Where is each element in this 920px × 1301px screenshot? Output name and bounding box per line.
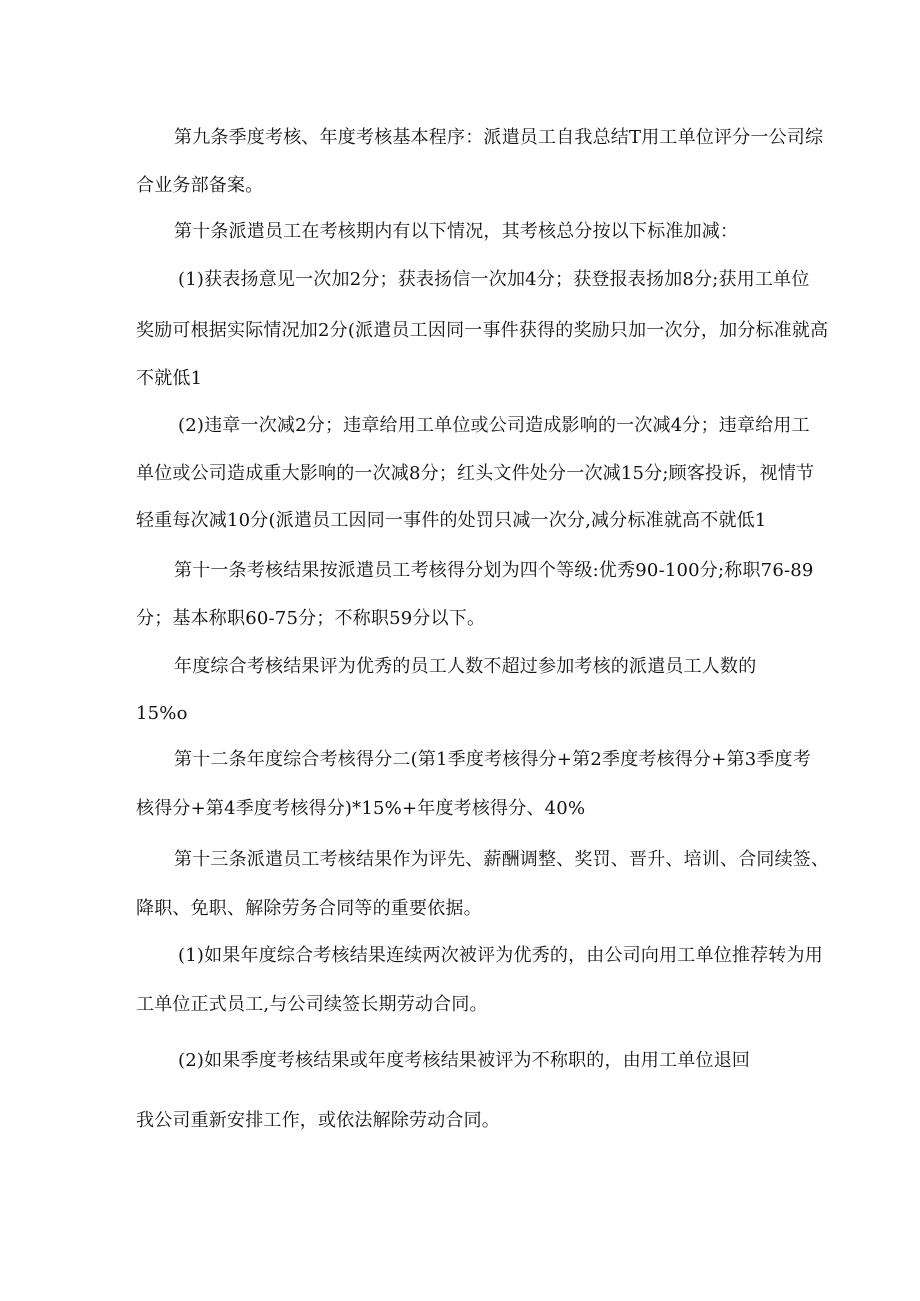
ratio-line-2: 15%o [136, 703, 188, 724]
article-13-line-2: 降职、免职、解除劳务合同等的重要依据。 [136, 898, 482, 919]
article-11-line-1: 第十一条考核结果按派遣员工考核得分划为四个等级:优秀90-100分;称职76-89 [174, 560, 814, 581]
article-13-line-1: 第十三条派遣员工考核结果作为评先、薪酬调整、奖罚、晋升、培训、合同续签、 [174, 849, 830, 870]
article-9-line-1: 第九条季度考核、年度考核基本程序：派遣员工自我总结T用工单位评分一公司综 [174, 127, 824, 148]
article-10-item-2-line-3: 轻重每次减10分(派遣员工因同一事件的处罚只减一次分,减分标准就高不就低1 [136, 510, 767, 531]
article-12-line-2: 核得分+第4季度考核得分)*15%+年度考核得分、40% [136, 798, 586, 819]
article-13-item-2-line-1: (2)如果季度考核结果或年度考核结果被评为不称职的，由用工单位退回 [178, 1050, 751, 1071]
article-10-item-1-line-3: 不就低1 [136, 368, 203, 389]
article-11-line-2: 分；基本称职60-75分；不称职59分以下。 [136, 608, 486, 629]
article-10-line-1: 第十条派遣员工在考核期内有以下情况，其考核总分按以下标准加减： [174, 221, 739, 242]
article-9-line-2: 合业务部备案。 [136, 175, 264, 196]
article-13-item-1-line-2: 工单位正式员工,与公司续签长期劳动合同。 [136, 994, 488, 1015]
article-13-item-2-line-2: 我公司重新安排工作，或依法解除劳动合同。 [136, 1110, 500, 1131]
ratio-line-1: 年度综合考核结果评为优秀的员工人数不超过参加考核的派遣员工人数的 [174, 656, 757, 677]
article-10-item-1-line-2: 奖励可根据实际情况加2分(派遣员工因同一事件获得的奖励只加一次分，加分标准就高 [136, 320, 829, 341]
article-12-line-1: 第十二条年度综合考核得分二(第1季度考核得分+第2季度考核得分+第3季度考 [174, 749, 811, 770]
article-10-item-2-line-1: (2)违章一次减2分；违章给用工单位或公司造成影响的一次减4分；违章给用工 [178, 415, 810, 436]
article-10-item-2-line-2: 单位或公司造成重大影响的一次减8分；红头文件处分一次减15分;顾客投诉，视情节 [136, 463, 815, 484]
article-10-item-1-line-1: (1)获表扬意见一次加2分；获表扬信一次加4分；获登报表扬加8分;获用工单位 [178, 269, 810, 290]
article-13-item-1-line-1: (1)如果年度综合考核结果连续两次被评为优秀的，由公司向用工单位推荐转为用 [178, 945, 823, 966]
